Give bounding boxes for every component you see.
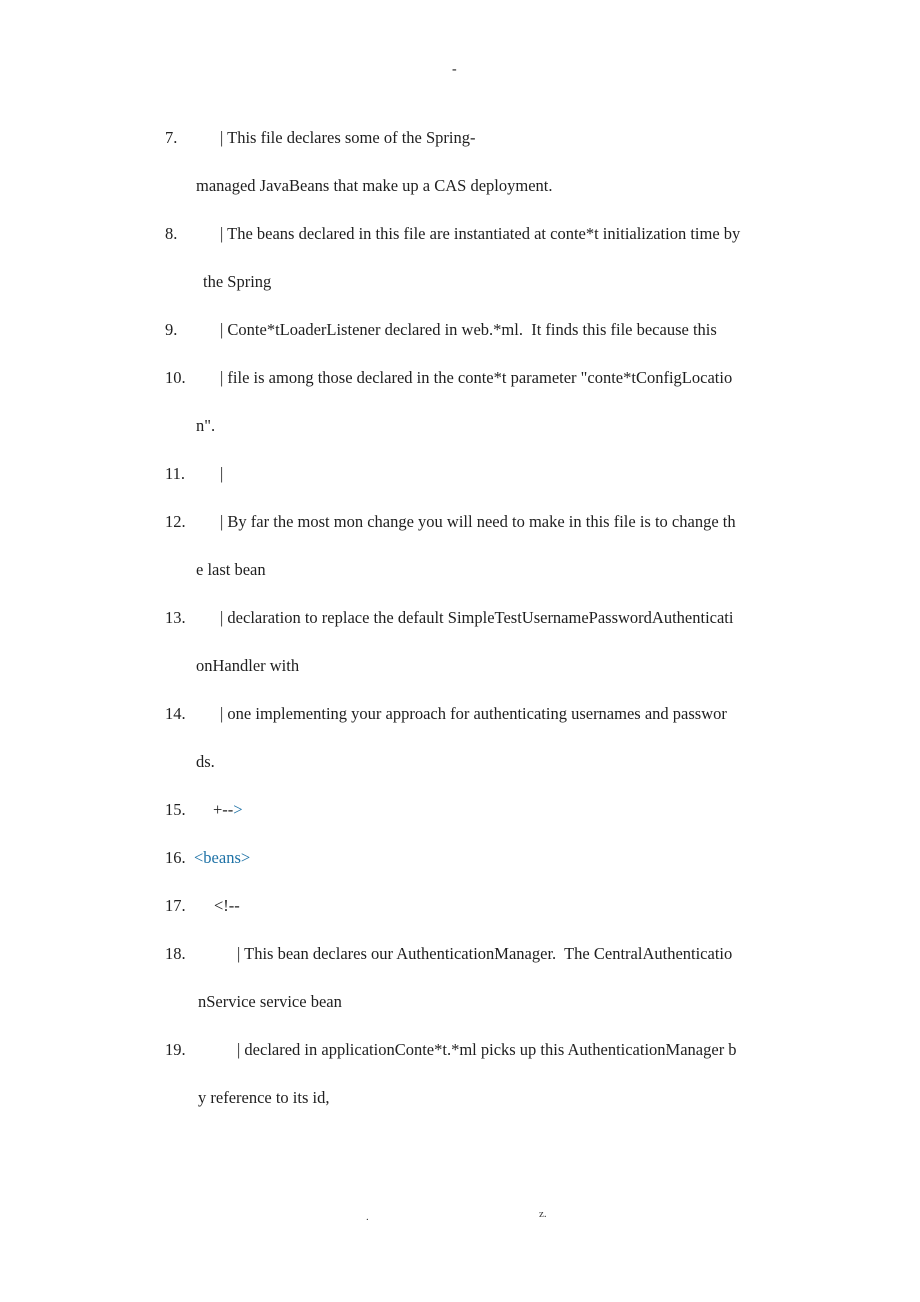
text-segment: | The beans declared in this file are instantiated at conte*t initialization time by [220, 224, 741, 243]
line-text [220, 608, 733, 628]
list-line [0, 368, 920, 394]
line-text [220, 128, 475, 148]
line-text [220, 224, 740, 244]
list-line [0, 272, 920, 298]
xml-tag-segment: <beans> [194, 848, 251, 867]
list-line [0, 896, 920, 922]
text-segment: y reference to its id, [198, 1088, 330, 1107]
text-segment: | By far the most mon change you will need to make in this file is to change th [220, 512, 736, 531]
list-line [0, 176, 920, 202]
line-number: 18. [165, 944, 186, 963]
line-text [203, 272, 271, 292]
line-number: 16. [165, 848, 186, 867]
text-segment: e last bean [196, 560, 266, 579]
text-segment: | This file declares some of the Spring- [220, 128, 476, 147]
line-text [220, 512, 736, 532]
list-line [0, 608, 920, 634]
text-segment: | Conte*tLoaderListener declared in web.*ml. It finds this file because this [220, 320, 717, 339]
text-segment: | [220, 464, 224, 483]
text-segment: the Spring [203, 272, 272, 291]
line-text [194, 848, 250, 868]
line-number: 8. [165, 224, 178, 243]
line-text [196, 752, 215, 772]
page-header-mark: - [452, 62, 457, 77]
text-segment: | file is among those declared in the conte*t parameter "conte*tConfigLocatio [220, 368, 733, 387]
list-line [0, 944, 920, 970]
xml-tag-segment: > [233, 800, 243, 819]
list-line [0, 1040, 920, 1066]
text-segment: | declaration to replace the default SimpleTestUsernamePasswordAuthenticati [220, 608, 734, 627]
line-text [196, 560, 266, 580]
text-segment: n". [196, 416, 216, 435]
text-segment: | This bean declares our AuthenticationManager. The CentralAuthenticatio [237, 944, 733, 963]
text-segment: +-- [213, 800, 234, 819]
line-text [213, 800, 243, 820]
list-line [0, 416, 920, 442]
line-number: 9. [165, 320, 178, 339]
line-text [196, 656, 299, 676]
line-number: 11. [165, 464, 186, 483]
list-line [0, 464, 920, 490]
text-segment: <!-- [214, 896, 240, 915]
text-segment: ds. [196, 752, 215, 771]
line-text [198, 1088, 329, 1108]
list-line [0, 320, 920, 346]
line-number: 15. [165, 800, 186, 819]
footer-right-mark: z. [539, 1208, 547, 1220]
footer-left-mark: . [366, 1211, 369, 1223]
line-number: 19. [165, 1040, 186, 1059]
list-line [0, 128, 920, 154]
text-segment: managed JavaBeans that make up a CAS deployment. [196, 176, 553, 195]
line-text [237, 944, 732, 964]
text-segment: | one implementing your approach for authenticating usernames and passwor [220, 704, 727, 723]
line-text [214, 896, 240, 916]
text-segment: nService service bean [198, 992, 342, 1011]
line-number: 12. [165, 512, 186, 531]
list-line [0, 752, 920, 778]
line-number: 17. [165, 896, 186, 915]
line-number: 13. [165, 608, 186, 627]
text-segment: onHandler with [196, 656, 300, 675]
list-line [0, 560, 920, 586]
list-line [0, 656, 920, 682]
line-number: 7. [165, 128, 178, 147]
list-line [0, 848, 920, 874]
list-line [0, 992, 920, 1018]
line-number: 10. [165, 368, 186, 387]
list-line [0, 800, 920, 826]
line-text [198, 992, 342, 1012]
line-text [196, 416, 215, 436]
line-text [237, 1040, 737, 1060]
line-text [220, 368, 732, 388]
list-line [0, 1088, 920, 1114]
list-line [0, 224, 920, 250]
line-text [220, 704, 727, 724]
list-line [0, 704, 920, 730]
text-segment: | declared in applicationConte*t.*ml picks up this AuthenticationManager b [237, 1040, 737, 1059]
line-number: 14. [165, 704, 186, 723]
line-text [196, 176, 553, 196]
line-text [220, 464, 223, 484]
list-line [0, 512, 920, 538]
line-text [220, 320, 717, 340]
